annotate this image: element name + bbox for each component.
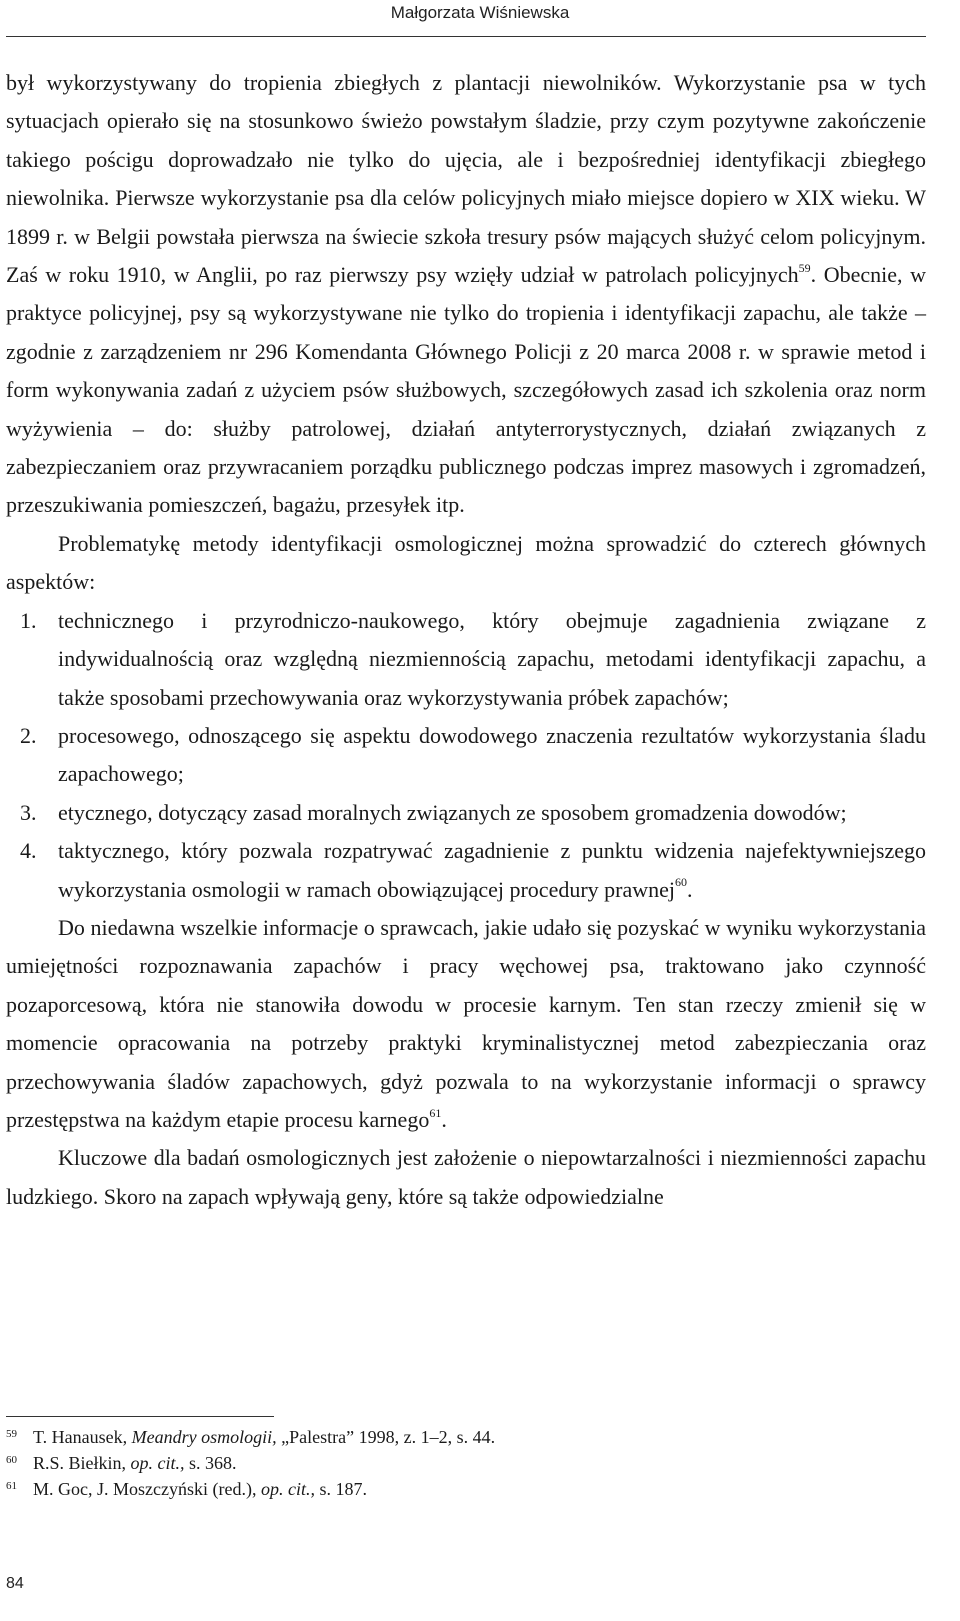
paragraph-1	[6, 64, 926, 525]
list-item	[6, 794, 926, 832]
page-number: 84	[6, 1575, 24, 1592]
footnote	[6, 1476, 926, 1502]
footnote-ref-59[interactable]: 59	[798, 260, 811, 275]
paragraph-1-text-b: . Obecnie, w praktyce policyjnej, psy są wykorzystywane nie tylko do tropienia i identyfikacji zapachu, ale także – zgodnie z zarządzeniem nr 296 Komendanta Głównego Policji z 20 marca 2008 r. w sprawie metod i form wykonywania zadań z użyciem psów służbowych, szczegółowych zasad ich szkolenia oraz norm wyżywienia – do: służby patrolowej, działań antyterrorystycznych, działań związanych z zabezpieczaniem oraz przywracaniem porządku publicznego podczas imprez masowych i zgromadzeń, przeszukiwania pomieszczeń, bagażu, przesyłek itp.	[6, 262, 926, 518]
list-item	[6, 602, 926, 717]
list-item-end-punctuation: .	[687, 876, 693, 902]
footnote-text: T. Hanausek,	[33, 1427, 132, 1447]
footnote-number: 60	[6, 1454, 17, 1466]
list-item-text: etycznego, dotyczący zasad moralnych związanych ze sposobem gromadzenia dowodów;	[58, 799, 847, 825]
header-rule	[6, 36, 926, 37]
list-item-number: 4.	[20, 838, 37, 864]
footnote-ref-60[interactable]: 60	[675, 875, 688, 890]
paragraph-3-text-a: Do niedawna wszelkie informacje o sprawcach, jakie udało się pozyskać w wyniku wykorzystania umiejętności rozpoznawania zapachów i pracy węchowej psa, traktowano jako czynność pozaporcesową, która nie stanowiła dowodu w procesie karnym. Ten stan rzeczy zmienił się w momencie opracowania na potrzeby praktyki kryminalistycznej metod zabezpieczania oraz przechowywania śladów zapachowych, gdyż pozwala to na wykorzystanie informacji o sprawcy przestępstwa na każdym etapie procesu karnego	[6, 914, 926, 1132]
list-item-number: 1.	[20, 607, 37, 633]
footnote-separator	[6, 1416, 274, 1417]
body-text	[6, 64, 926, 1216]
list-item-text: taktycznego, który pozwala rozpatrywać zagadnienie z punktu widzenia najefektywniejszego wykorzystania osmologii w ramach obowiązującej procedury prawnej	[58, 838, 926, 902]
paragraph-3	[6, 909, 926, 1139]
paragraph-4: Kluczowe dla badań osmologicznych jest założenie o niepowtarzalności i niezmienności zapachu ludzkiego. Skoro na zapach wpływają geny, które są także odpowiedzialne	[6, 1145, 926, 1209]
list-item-number: 3.	[20, 799, 37, 825]
paragraph-1-text-a: był wykorzystywany do tropienia zbiegłych z plantacji niewolników. Wykorzystanie psa w tych sytuacjach opierało się na stosunkowo świeżo powstałym śladzie, przy czym pozytywne zakończenie takiego pościgu doprowadzało nie tylko do ujęcia, ale i bezpośredniej identyfikacji zbiegłego niewolnika. Pierwsze wykorzystanie psa dla celów policyjnych miało miejsce dopiero w XIX wieku. W 1899 r. w Belgii powstała pierwsza na świecie szkoła tresury psów mających służyć celom policyjnym. Zaś w roku 1910, w Anglii, po raz pierwszy psy wzięły udział w patrolach policyjnych	[6, 70, 926, 288]
footnote-source: „Palestra” 1998, z. 1–2, s. 44.	[276, 1427, 496, 1447]
list-item	[6, 717, 926, 794]
running-head-author: Małgorzata Wiśniewska	[390, 3, 570, 22]
footnotes	[6, 1424, 926, 1502]
list-item-number: 2.	[20, 722, 37, 748]
footnote-text: R.S. Biełkin,	[33, 1453, 131, 1473]
footnote-number: 61	[6, 1480, 17, 1492]
footnote-title: op. cit.,	[260, 1479, 315, 1499]
list-item-text: technicznego i przyrodniczo-naukowego, który obejmuje zagadnienia związane z indywidualnością oraz względną niezmiennością zapachu, metodami identyfikacji zapachu, a także sposobami przechowywania oraz wykorzystywania próbek zapachów;	[58, 607, 926, 710]
aspects-list	[6, 602, 926, 909]
footnote-ref-61[interactable]: 61	[429, 1105, 442, 1120]
footnote	[6, 1424, 926, 1450]
list-item	[6, 832, 926, 909]
list-item-text: procesowego, odnoszącego się aspektu dowodowego znaczenia rezultatów wykorzystania śladu zapachowego;	[58, 722, 926, 787]
footnote-title: op. cit.,	[130, 1453, 185, 1473]
footnote	[6, 1450, 926, 1476]
footnote-source: s. 187.	[314, 1479, 367, 1499]
paragraph-3-text-b: .	[441, 1106, 447, 1132]
paragraph-2: Problematykę metody identyfikacji osmologicznej można sprowadzić do czterech głównych aspektów:	[6, 530, 926, 595]
footnote-text: M. Goc, J. Moszczyński (red.),	[33, 1479, 261, 1499]
footnote-source: s. 368.	[184, 1453, 237, 1473]
footnote-number: 59	[6, 1428, 17, 1440]
footnote-title: Meandry osmologii,	[131, 1427, 277, 1447]
